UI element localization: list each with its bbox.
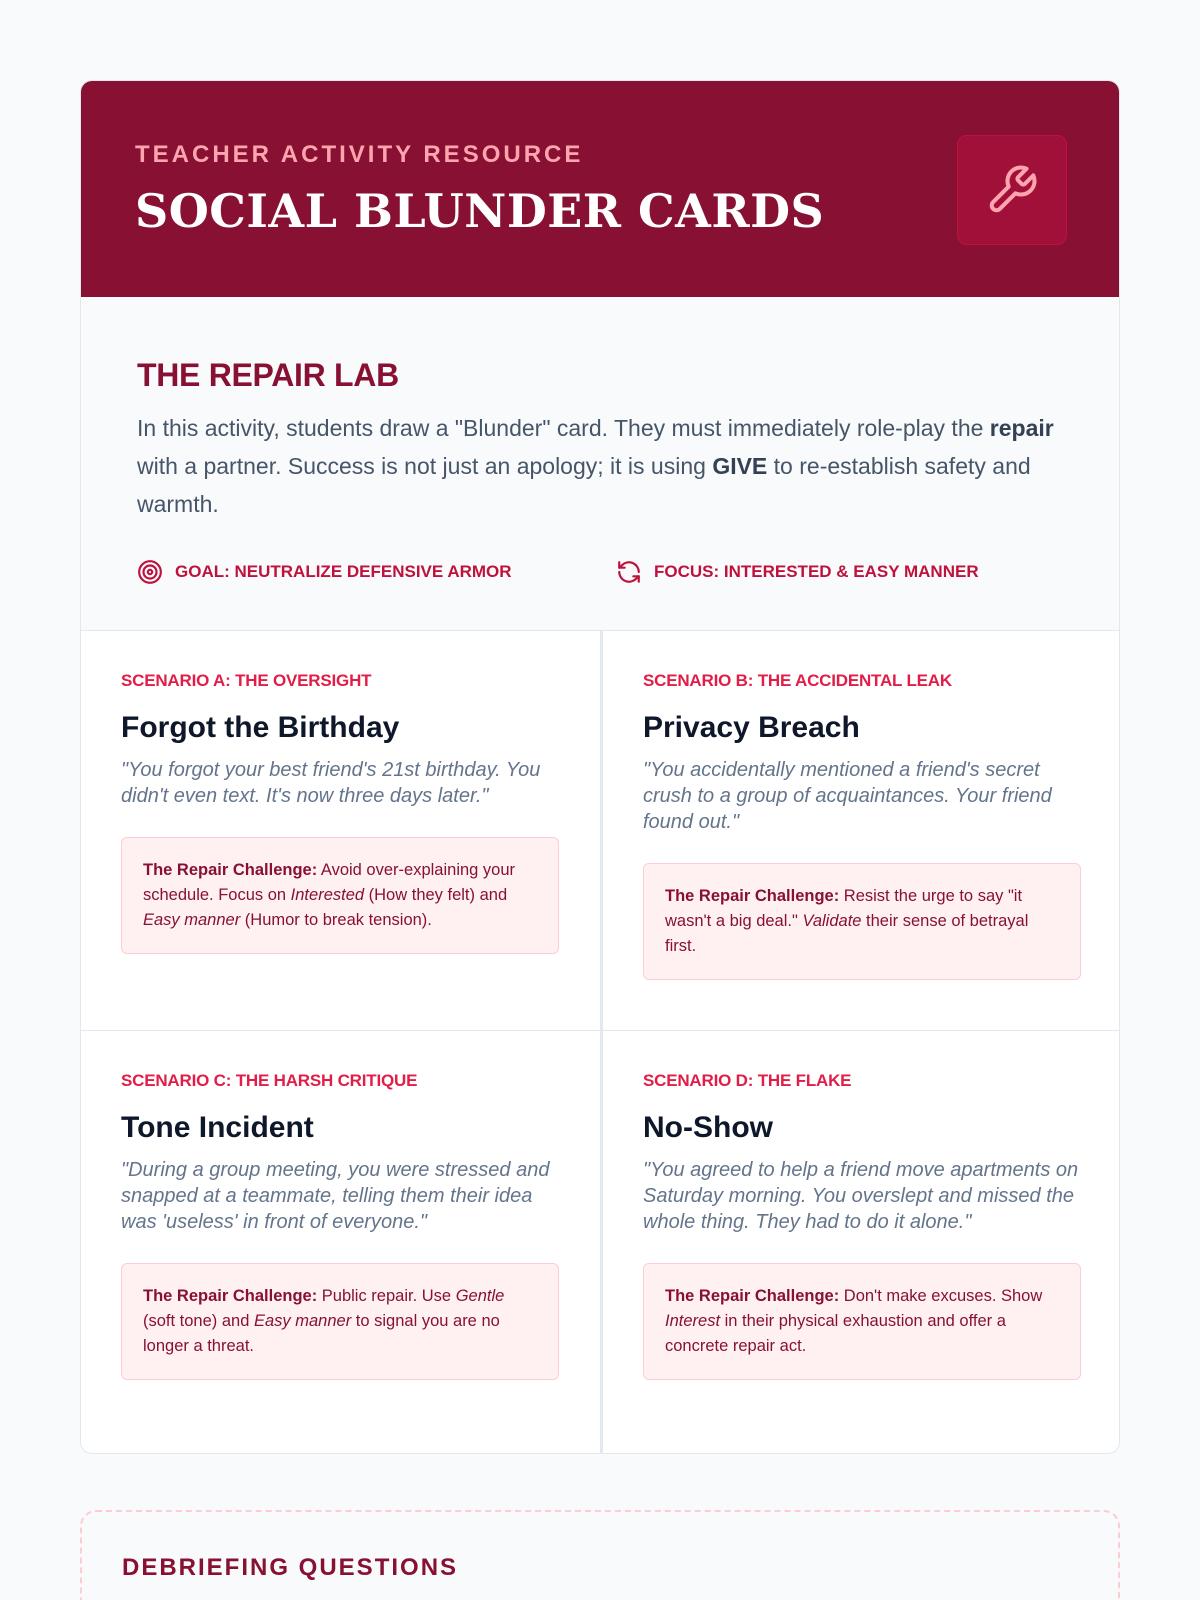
scenario-quote: "During a group meeting, you were stressed and snapped at a teammate, telling them their idea was 'useless' in front of everyone." bbox=[121, 1159, 550, 1233]
challenge-label: The Repair Challenge: bbox=[665, 1287, 840, 1305]
wrench-icon bbox=[985, 163, 1039, 217]
intro-text-part: to re-establish safety and warmth. bbox=[137, 453, 1031, 517]
challenge-text: Don't make excuses. Show bbox=[839, 1287, 1043, 1305]
refresh-icon bbox=[616, 559, 642, 585]
challenge-text: (soft tone) and bbox=[143, 1312, 254, 1330]
scenario-card-a bbox=[81, 631, 601, 1031]
intro-text-part: In this activity, students draw a "Blunder" card. They must immediately role-play the bbox=[137, 415, 990, 441]
challenge-text: (How they felt) and bbox=[364, 886, 508, 904]
intro-section bbox=[81, 297, 1119, 631]
goal-label: GOAL: NEUTRALIZE DEFENSIVE ARMOR bbox=[175, 562, 512, 581]
scenario-tag: SCENARIO D: THE FLAKE bbox=[643, 1071, 852, 1090]
focus-label: FOCUS: INTERESTED & EASY MANNER bbox=[654, 562, 979, 581]
scenario-tag: SCENARIO B: THE ACCIDENTAL LEAK bbox=[643, 671, 952, 690]
repair-challenge bbox=[643, 1263, 1081, 1380]
challenge-emphasis: Validate bbox=[802, 912, 862, 930]
scenario-grid bbox=[81, 631, 1119, 1454]
challenge-emphasis: Interest bbox=[665, 1312, 721, 1330]
scenario-card-b bbox=[601, 631, 1120, 1031]
debrief-section bbox=[80, 1510, 1120, 1600]
challenge-emphasis: Interested bbox=[290, 886, 365, 904]
scenario-quote: "You accidentally mentioned a friend's secret crush to a group of acquaintances. Your friend found out." bbox=[643, 759, 1052, 833]
challenge-emphasis: Easy manner bbox=[253, 1312, 352, 1330]
wrench-icon-box bbox=[957, 135, 1067, 245]
challenge-text: in their physical exhaustion and offer a concrete repair act. bbox=[665, 1312, 1006, 1355]
challenge-text: Resist the urge to say "it wasn't a big deal." bbox=[665, 887, 1023, 930]
scenario-tag: SCENARIO C: THE HARSH CRITIQUE bbox=[121, 1071, 418, 1090]
scenario-title: Privacy Breach bbox=[643, 711, 860, 744]
header-banner bbox=[81, 81, 1119, 297]
scenario-card-c bbox=[81, 1031, 601, 1454]
scenario-card-d bbox=[601, 1031, 1120, 1454]
intro-heading: THE REPAIR LAB bbox=[137, 357, 399, 393]
goal-meta bbox=[137, 559, 512, 585]
scenario-title: Forgot the Birthday bbox=[121, 711, 400, 744]
scenario-quote: "You forgot your best friend's 21st birthday. You didn't even text. It's now three days later." bbox=[121, 759, 541, 807]
challenge-text: their sense of betrayal first. bbox=[665, 912, 1029, 955]
challenge-label: The Repair Challenge: bbox=[143, 861, 318, 879]
challenge-text: (Humor to break tension). bbox=[240, 911, 432, 929]
repair-challenge bbox=[121, 837, 559, 954]
challenge-emphasis: Easy manner bbox=[143, 911, 241, 929]
repair-challenge bbox=[643, 863, 1081, 980]
repair-challenge bbox=[121, 1263, 559, 1380]
challenge-label: The Repair Challenge: bbox=[143, 1287, 318, 1305]
page-title: SOCIAL BLUNDER CARDS bbox=[135, 184, 825, 238]
target-icon bbox=[137, 559, 163, 585]
debrief-heading: DEBRIEFING QUESTIONS bbox=[122, 1554, 459, 1581]
intro-bold-repair: repair bbox=[989, 415, 1054, 441]
challenge-text: Avoid over-explaining your schedule. Focus on bbox=[143, 861, 516, 904]
activity-sheet bbox=[80, 80, 1120, 1454]
scenario-tag: SCENARIO A: THE OVERSIGHT bbox=[121, 671, 372, 690]
intro-text bbox=[137, 409, 1067, 523]
intro-bold-give: GIVE bbox=[712, 453, 768, 479]
scenario-title: Tone Incident bbox=[121, 1111, 314, 1144]
challenge-label: The Repair Challenge: bbox=[665, 887, 840, 905]
header-eyebrow: TEACHER ACTIVITY RESOURCE bbox=[135, 141, 584, 168]
focus-meta bbox=[616, 559, 979, 585]
challenge-text: Public repair. Use bbox=[317, 1287, 456, 1305]
challenge-emphasis: Gentle bbox=[455, 1287, 505, 1305]
challenge-text: to signal you are no longer a threat. bbox=[143, 1312, 500, 1355]
intro-text-part: with a partner. Success is not just an apology; it is using bbox=[137, 453, 713, 479]
scenario-title: No-Show bbox=[643, 1111, 773, 1144]
scenario-quote: "You agreed to help a friend move apartments on Saturday morning. You overslept and missed the whole thing. They had to do it alone." bbox=[643, 1159, 1079, 1233]
